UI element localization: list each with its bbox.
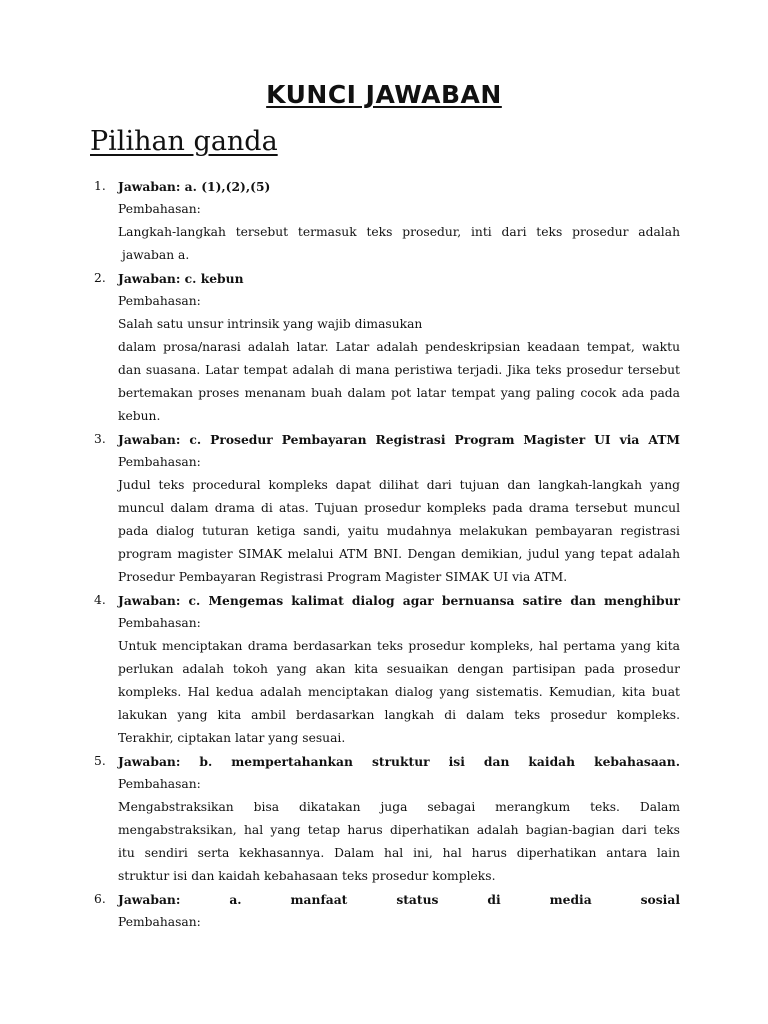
explanation-label: Pembahasan: bbox=[118, 455, 201, 469]
answer-line: Jawaban: c. Prosedur Pembayaran Registrasi Program Magister UI via ATM bbox=[118, 432, 680, 447]
explanation-label: Pembahasan: bbox=[118, 616, 201, 630]
explanation-line: dalam prosa/narasi adalah latar. Latar adalah pendeskripsian keadaan tempat, waktu bbox=[118, 340, 680, 354]
explanation-line: kompleks. Hal kedua adalah menciptakan dialog yang sistematis. Kemudian, kita buat bbox=[118, 685, 680, 699]
page-title-wrap bbox=[0, 80, 768, 109]
explanation-label: Pembahasan: bbox=[118, 777, 201, 791]
explanation-line: jawaban a. bbox=[122, 248, 190, 262]
item-number: 6. bbox=[94, 892, 106, 906]
explanation-line: dan suasana. Latar tempat adalah di mana peristiwa terjadi. Jika teks prosedur tersebut bbox=[118, 363, 680, 377]
item-number: 2. bbox=[94, 271, 106, 285]
list-item bbox=[88, 267, 680, 428]
explanation-line: Mengabstraksikan bisa dikatakan juga sebagai merangkum teks. Dalam bbox=[118, 800, 680, 814]
explanation-line: lakukan yang kita ambil berdasarkan langkah di dalam teks prosedur kompleks. bbox=[118, 708, 680, 722]
list-item bbox=[88, 175, 680, 267]
answer-list bbox=[88, 175, 680, 934]
explanation-line: Salah satu unsur intrinsik yang wajib dimasukan bbox=[118, 317, 423, 331]
explanation-label: Pembahasan: bbox=[118, 294, 201, 308]
explanation-line: kebun. bbox=[118, 409, 161, 423]
explanation-line: program magister SIMAK melalui ATM BNI. Dengan demikian, judul yang tepat adalah bbox=[118, 547, 680, 561]
explanation-label: Pembahasan: bbox=[118, 202, 201, 216]
list-item bbox=[88, 428, 680, 589]
explanation-line: muncul dalam drama di atas. Tujuan prosedur kompleks pada drama tersebut muncul bbox=[118, 501, 680, 515]
answer-line: Jawaban: b. mempertahankan struktur isi dan kaidah kebahasaan. bbox=[118, 754, 680, 769]
item-number: 3. bbox=[94, 432, 106, 446]
item-number: 4. bbox=[94, 593, 106, 607]
list-item bbox=[88, 750, 680, 888]
answer-line: Jawaban: a. (1),(2),(5) bbox=[118, 179, 271, 194]
section-heading: Pilihan ganda bbox=[90, 126, 278, 157]
explanation-line: Langkah-langkah tersebut termasuk teks prosedur, inti dari teks prosedur adalah bbox=[118, 225, 680, 239]
answer-line: Jawaban: c. kebun bbox=[118, 271, 244, 286]
item-number: 1. bbox=[94, 179, 106, 193]
explanation-line: Terakhir, ciptakan latar yang sesuai. bbox=[118, 731, 346, 745]
list-item bbox=[88, 888, 680, 934]
explanation-line: mengabstraksikan, hal yang tetap harus diperhatikan adalah bagian-bagian dari teks bbox=[118, 823, 680, 837]
explanation-line: struktur isi dan kaidah kebahasaan teks prosedur kompleks. bbox=[118, 869, 496, 883]
explanation-line: itu sendiri serta kekhasannya. Dalam hal ini, hal harus diperhatikan antara lain bbox=[118, 846, 680, 860]
explanation-line: pada dialog tuturan ketiga sandi, yaitu mudahnya melakukan pembayaran registrasi bbox=[118, 524, 680, 538]
explanation-label: Pembahasan: bbox=[118, 915, 201, 929]
explanation-line: Untuk menciptakan drama berdasarkan teks prosedur kompleks, hal pertama yang kita bbox=[118, 639, 680, 653]
item-number: 5. bbox=[94, 754, 106, 768]
page-title: KUNCI JAWABAN bbox=[266, 80, 502, 109]
explanation-line: Judul teks procedural kompleks dapat dilihat dari tujuan dan langkah-langkah yang bbox=[118, 478, 680, 492]
answer-line: Jawaban: c. Mengemas kalimat dialog agar bernuansa satire dan menghibur bbox=[118, 593, 680, 608]
list-item bbox=[88, 589, 680, 750]
answer-line: Jawaban: a. manfaat status di media sosial bbox=[118, 892, 680, 907]
explanation-line: bertemakan proses menanam buah dalam pot latar tempat yang paling cocok ada pada bbox=[118, 386, 680, 400]
explanation-line: perlukan adalah tokoh yang akan kita sesuaikan dengan partisipan pada prosedur bbox=[118, 662, 680, 676]
explanation-line: Prosedur Pembayaran Registrasi Program Magister SIMAK UI via ATM. bbox=[118, 570, 568, 584]
